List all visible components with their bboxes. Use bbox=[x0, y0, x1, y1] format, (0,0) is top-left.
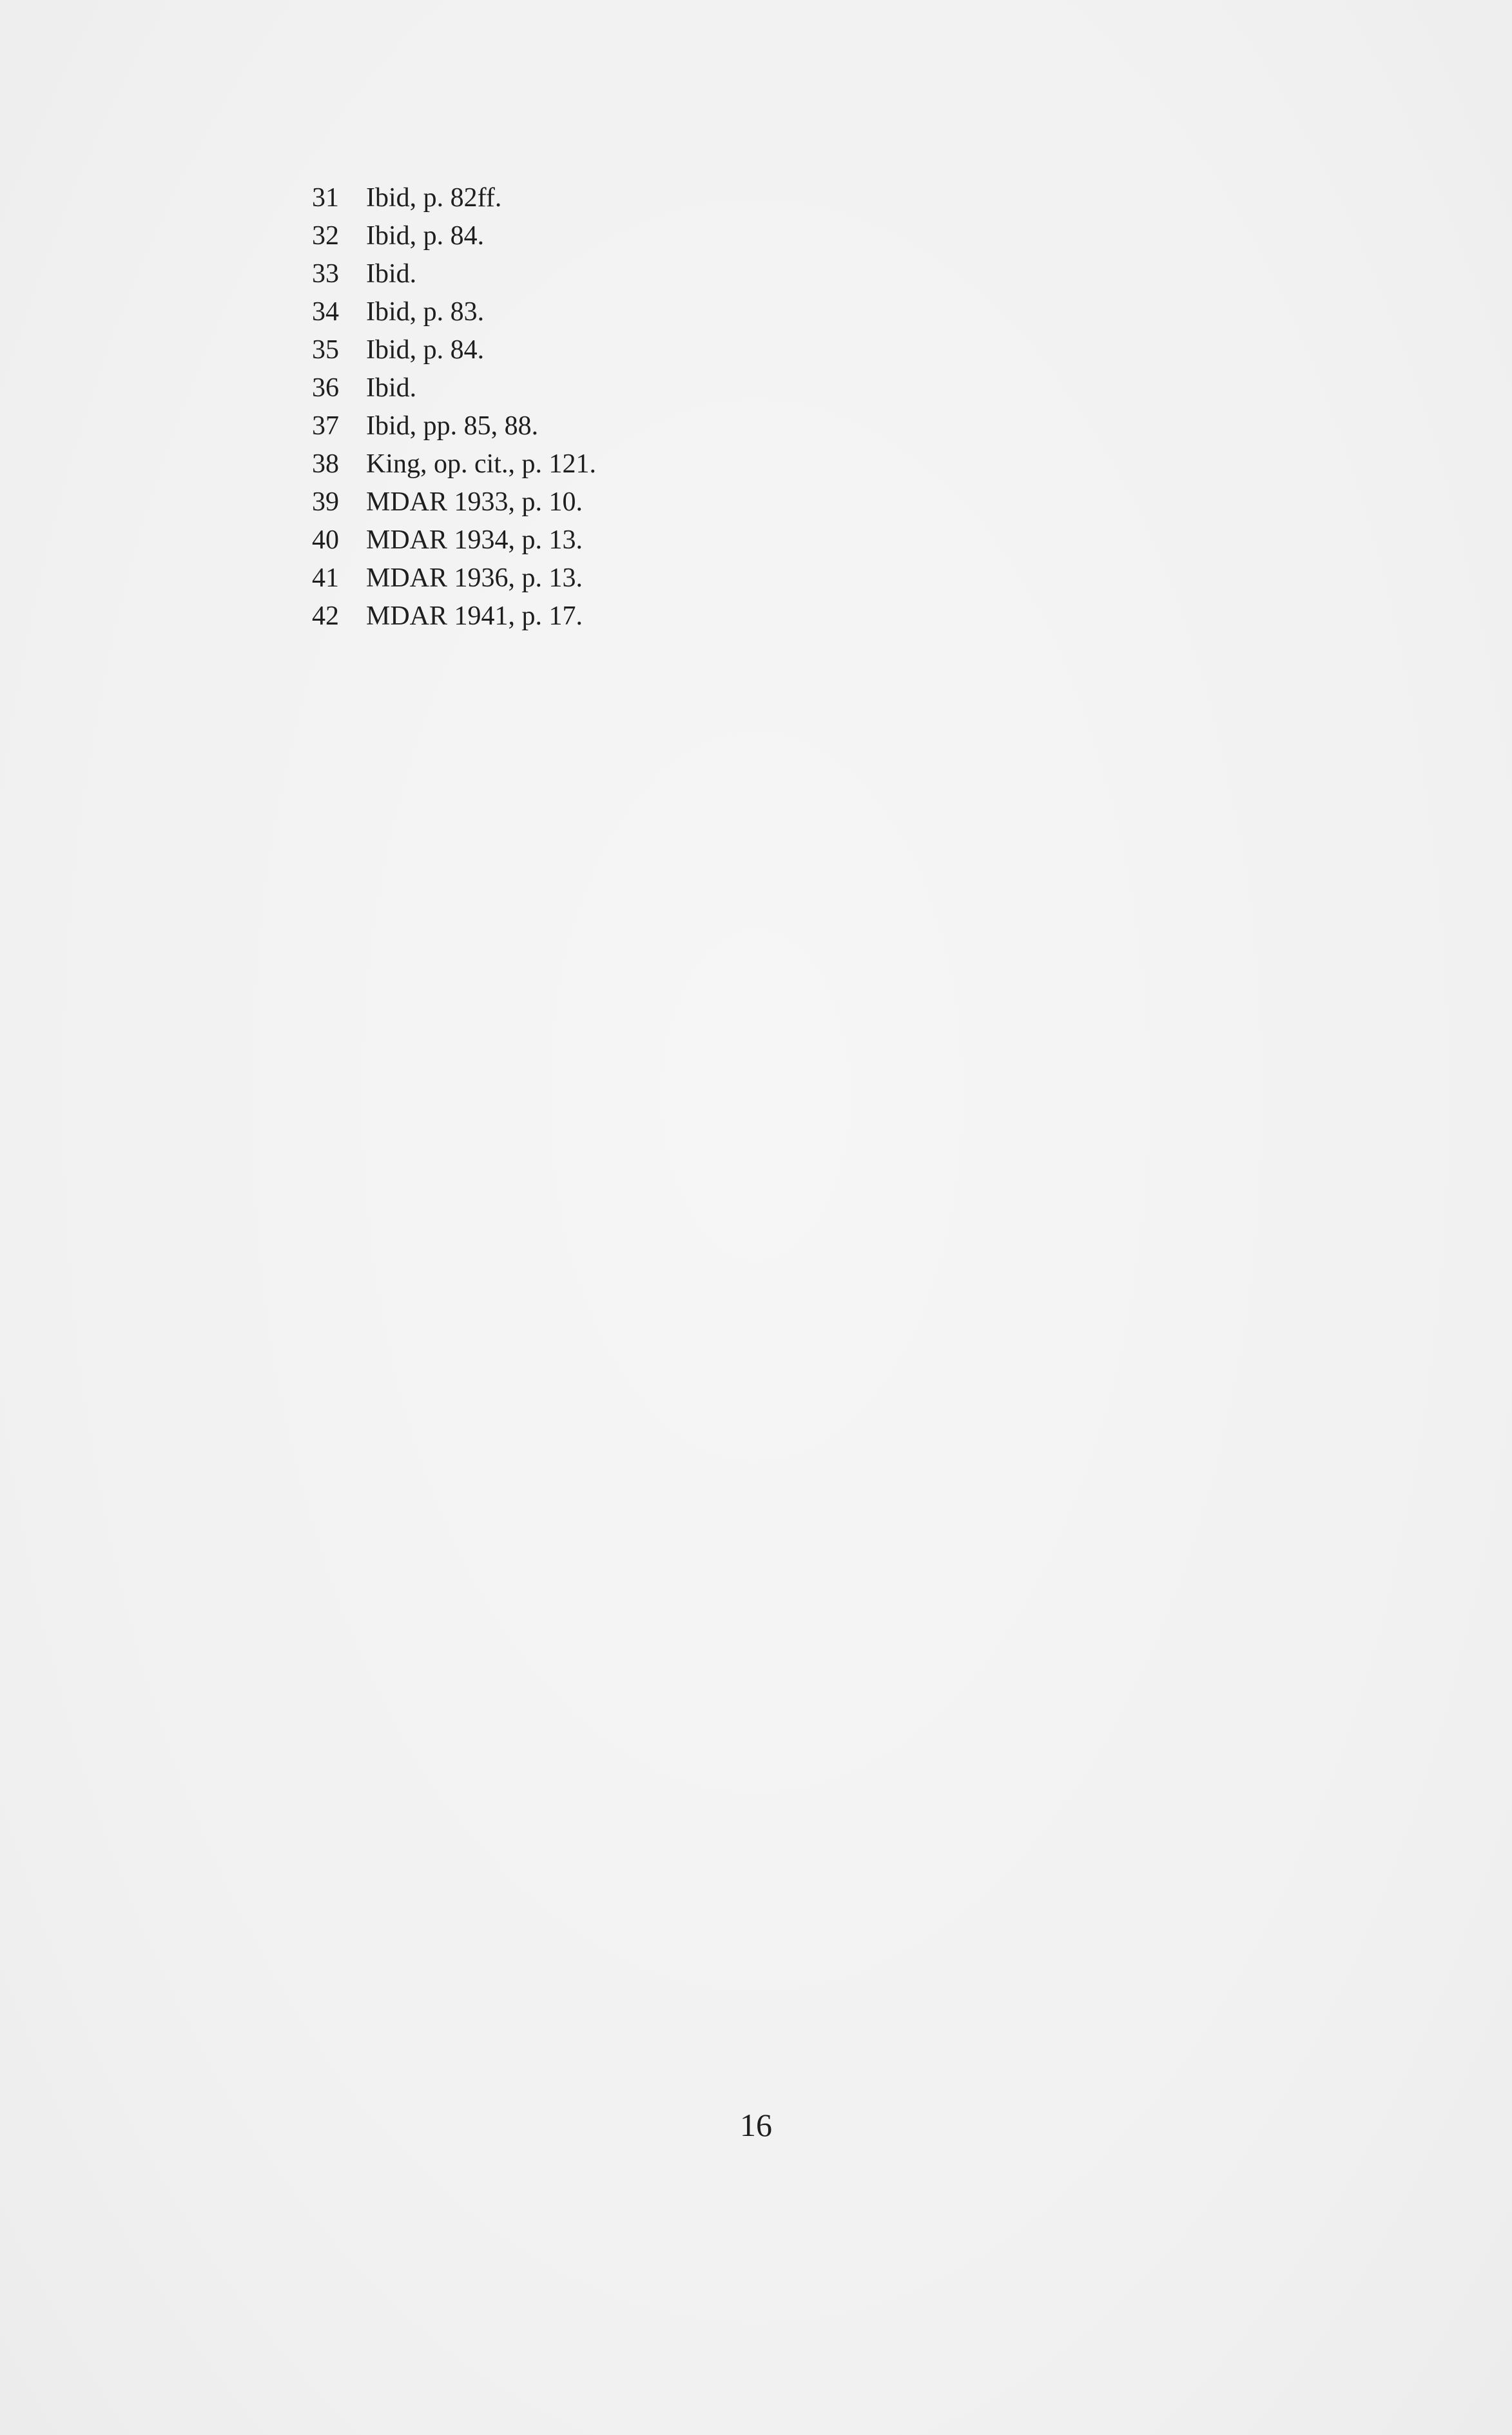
note-text: Ibid. bbox=[366, 373, 417, 403]
note-text: Ibid, p. 84. bbox=[366, 221, 485, 251]
note-text: MDAR 1941, p. 17. bbox=[366, 601, 583, 631]
note-number: 34 bbox=[312, 297, 339, 327]
note-text: Ibid. bbox=[366, 259, 417, 289]
note-number: 35 bbox=[312, 335, 339, 365]
note-item bbox=[300, 559, 1074, 597]
note-text: Ibid, pp. 85, 88. bbox=[366, 411, 539, 441]
note-text: MDAR 1933, p. 10. bbox=[366, 487, 583, 517]
note-number: 33 bbox=[312, 259, 339, 289]
note-text: King, op. cit., p. 121. bbox=[366, 449, 596, 479]
note-item bbox=[300, 255, 1074, 293]
note-number: 31 bbox=[312, 183, 339, 213]
note-item bbox=[300, 293, 1074, 331]
note-text: Ibid, p. 83. bbox=[366, 297, 485, 327]
note-item bbox=[300, 483, 1074, 521]
note-item bbox=[300, 217, 1074, 255]
note-number: 36 bbox=[312, 373, 339, 403]
note-item bbox=[300, 407, 1074, 445]
note-number: 32 bbox=[312, 221, 339, 251]
note-number: 38 bbox=[312, 449, 339, 479]
note-number: 41 bbox=[312, 563, 339, 593]
note-item bbox=[300, 597, 1074, 635]
note-item bbox=[300, 369, 1074, 407]
note-number: 37 bbox=[312, 411, 339, 441]
note-text: Ibid, p. 82ff. bbox=[366, 183, 502, 213]
note-number: 40 bbox=[312, 525, 339, 555]
note-item bbox=[300, 179, 1074, 217]
note-text: MDAR 1934, p. 13. bbox=[366, 525, 583, 555]
page-number: 16 bbox=[740, 2107, 772, 2143]
note-text: MDAR 1936, p. 13. bbox=[366, 563, 583, 593]
note-item bbox=[300, 331, 1074, 369]
notes-list bbox=[300, 179, 1074, 635]
note-number: 39 bbox=[312, 487, 339, 517]
note-number: 42 bbox=[312, 601, 339, 631]
note-text: Ibid, p. 84. bbox=[366, 335, 485, 365]
note-item bbox=[300, 445, 1074, 483]
note-item bbox=[300, 521, 1074, 559]
